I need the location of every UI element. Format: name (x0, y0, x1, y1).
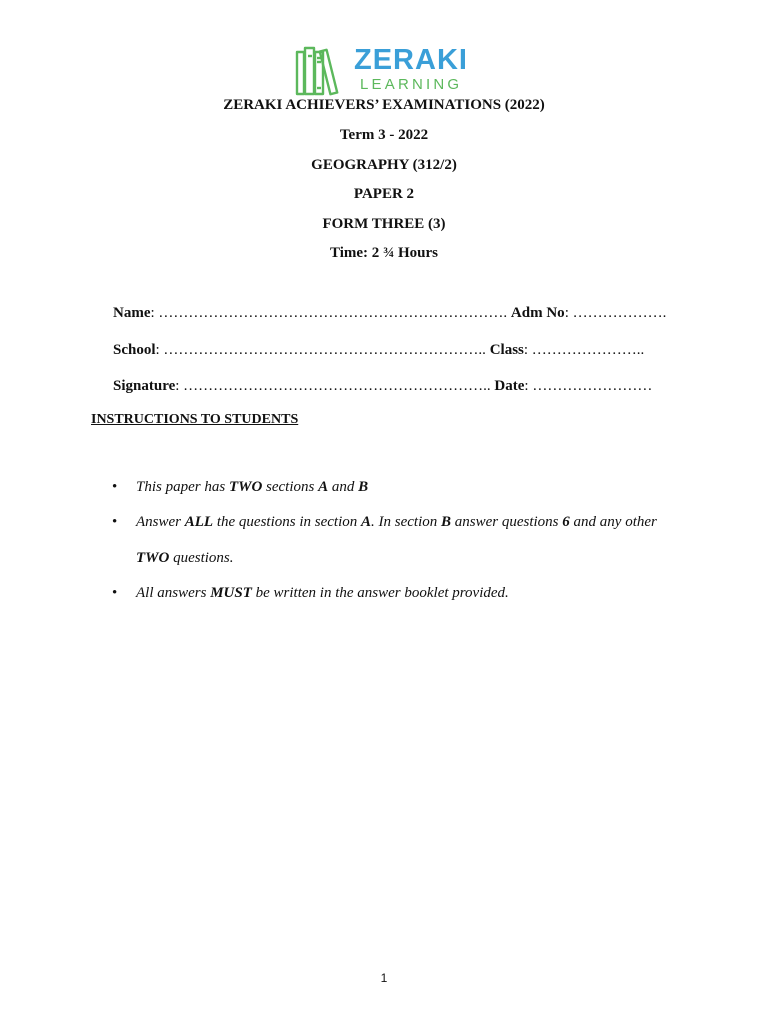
school-label: School (113, 342, 156, 358)
class-blank[interactable]: : ………………….. (523, 342, 645, 358)
bullet-2-marker: • (112, 514, 118, 530)
time-line: Time: 2 ¾ Hours (329, 245, 439, 261)
signature-blank[interactable]: : …………………………………………………….. (175, 378, 495, 394)
date-label: Date (494, 378, 525, 394)
bullet-2-text: Answer ALL the questions in section A. In section B answer questions 6 and any other (136, 514, 657, 530)
zeraki-logo (294, 44, 484, 96)
paper-line: PAPER 2 (353, 186, 415, 202)
adm-label: Adm No (510, 305, 565, 321)
bullet-1-marker: • (112, 479, 118, 495)
bullet-3-text: All answers MUST be written in the answer booklet provided. (136, 585, 509, 601)
class-label: Class (489, 342, 524, 358)
name-blank[interactable]: : ……………………………………………………………. (150, 305, 511, 321)
exam-title: ZERAKI ACHIEVERS’ EXAMINATIONS (2022) (223, 97, 545, 113)
bullet-3-marker: • (112, 585, 118, 601)
bullet-1-text: This paper has TWO sections A and B (136, 479, 369, 495)
subject-line: GEOGRAPHY (312/2) (311, 157, 457, 173)
school-blank[interactable]: : ……………………………………………………….. (155, 342, 490, 358)
name-row (113, 304, 666, 322)
name-label: Name (113, 305, 151, 321)
signature-row (113, 377, 652, 395)
instructions-title: INSTRUCTIONS TO STUDENTS (91, 412, 299, 427)
bullet-2-text-cont: TWO questions. (136, 550, 234, 566)
page-number: 1 (380, 971, 388, 985)
logo-brand: ZERAKI (354, 44, 468, 76)
logo-sub: LEARNING (360, 76, 463, 93)
form-line: FORM THREE (3) (322, 216, 446, 232)
adm-blank[interactable]: : ………………. (564, 305, 667, 321)
signature-label: Signature (113, 378, 176, 394)
school-row (113, 341, 644, 359)
term-line: Term 3 - 2022 (339, 127, 429, 143)
books-icon (294, 44, 350, 96)
date-blank[interactable]: : …………………… (524, 378, 653, 394)
